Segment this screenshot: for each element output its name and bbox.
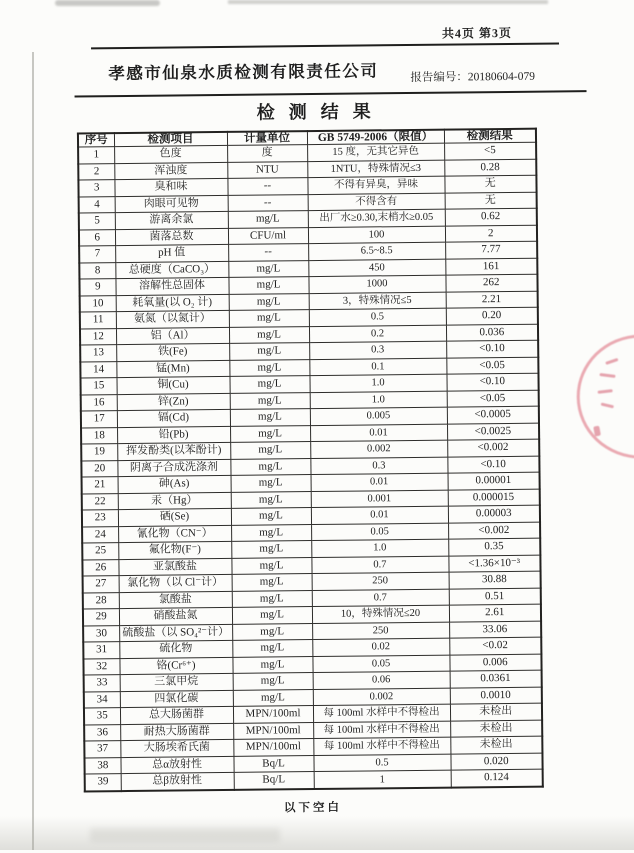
unit: mg/L (232, 640, 312, 657)
unit: mg/L (229, 343, 309, 360)
report-number-label: 报告编号： (410, 71, 468, 85)
row-index: 16 (81, 394, 117, 411)
row-index: 9 (79, 279, 115, 296)
item-name: 阴离子合成洗涤剂 (117, 459, 230, 477)
unit: mg/L (231, 524, 311, 541)
item-name: 亚氯酸盐 (118, 558, 231, 576)
row-index: 23 (82, 510, 118, 527)
limit-value: 1.0 (309, 374, 446, 392)
result-value: 0.00003 (448, 505, 540, 522)
result-value: <1.36×10⁻³ (448, 555, 540, 572)
item-name: 锰(Mn) (116, 360, 229, 378)
result-value: 0.036 (446, 324, 538, 341)
result-value: <5 (444, 142, 536, 159)
limit-value: 每 100ml 水样中不得检出 (313, 721, 450, 739)
limit-value: 1.0 (311, 539, 448, 557)
unit: 度 (227, 145, 307, 162)
row-index: 32 (83, 658, 119, 675)
item-name: 砷(As) (118, 475, 231, 493)
row-index: 37 (84, 741, 120, 758)
item-name: 总α放射性 (120, 756, 233, 774)
table-row (85, 769, 543, 791)
unit: mg/L (233, 689, 313, 706)
result-value: <0.10 (446, 340, 538, 357)
result-value: <0.002 (448, 522, 540, 539)
result-value: <0.02 (449, 637, 541, 654)
row-index: 26 (82, 559, 118, 576)
row-index: 36 (84, 724, 120, 741)
item-name: 汞（Hg） (118, 492, 231, 510)
limit-value: 0.01 (311, 506, 448, 524)
item-name: 挥发酚类(以苯酚计) (117, 442, 230, 460)
result-value: 0.20 (446, 307, 538, 324)
result-value: <0.05 (446, 357, 538, 374)
item-name: 氨氮（以氮计） (116, 310, 229, 328)
stamp-mark (599, 373, 615, 378)
item-name: 溶解性总固体 (115, 277, 228, 295)
item-name: 硫酸盐（以 SO₄²⁻计） (119, 624, 232, 642)
row-index: 14 (80, 361, 116, 378)
item-name: 铁(Fe) (116, 343, 229, 361)
limit-value: 0.2 (309, 325, 446, 343)
limit-value: 0.7 (312, 589, 449, 607)
limit-value: 每 100ml 水样中不得检出 (313, 704, 450, 722)
item-name: 臭和味 (114, 178, 227, 196)
result-value: 未检出 (450, 736, 542, 753)
limit-value: 1000 (308, 275, 445, 293)
row-index: 35 (84, 708, 120, 725)
unit: mg/L (228, 211, 308, 228)
limit-value: 0.5 (313, 754, 450, 772)
stamp-mark (605, 358, 618, 365)
unit: mg/L (230, 409, 310, 426)
result-value: 0.51 (449, 588, 541, 605)
unit: mg/L (232, 607, 312, 624)
result-value: 0.124 (451, 769, 543, 787)
col-header-result: 检测结果 (444, 129, 536, 144)
item-name: 氯化物（以 Cl⁻计） (119, 574, 232, 592)
unit: CFU/ml (228, 227, 308, 244)
row-index: 28 (83, 592, 119, 609)
item-name: 色度 (114, 145, 227, 163)
unit: MPN/100ml (233, 739, 313, 756)
col-header-limit: GB 5749-2006（限值） (307, 130, 444, 145)
limit-value: 0.1 (309, 358, 446, 376)
limit-value: 每 100ml 水样中不得检出 (313, 737, 450, 755)
limit-value: 0.005 (310, 407, 447, 425)
footer-note: 以下空白 (283, 801, 343, 815)
row-index: 21 (82, 477, 118, 494)
result-value: <0.0025 (447, 423, 539, 440)
item-name: 菌落总数 (115, 228, 228, 246)
limit-value: 0.01 (311, 473, 448, 491)
result-value: 30.88 (449, 571, 541, 588)
row-index: 17 (81, 411, 117, 428)
unit: mg/L (232, 656, 312, 673)
limit-value: 6.5~8.5 (308, 242, 445, 260)
row-index: 31 (83, 642, 119, 659)
limit-value: 0.05 (311, 523, 448, 541)
result-value: 2.21 (446, 291, 538, 308)
row-index: 6 (79, 229, 115, 246)
row-index: 27 (83, 576, 119, 593)
col-header-item: 检测项目 (114, 132, 227, 147)
row-index: 5 (79, 213, 115, 230)
item-name: 镉(Cd) (117, 409, 230, 427)
limit-value: 0.5 (309, 308, 446, 326)
result-value: 0.00001 (448, 472, 540, 489)
row-index: 38 (84, 757, 120, 774)
stamp-mark (598, 389, 613, 394)
limit-value: 不得含有 (308, 193, 445, 211)
row-index: 29 (83, 609, 119, 626)
row-index: 20 (81, 460, 117, 477)
limit-value: 3，特殊情况≤5 (309, 292, 446, 310)
item-name: 铝（Al） (116, 327, 229, 345)
unit: mg/L (230, 458, 310, 475)
limit-value: 0.01 (310, 424, 447, 442)
unit: -- (228, 244, 308, 261)
result-value: 0.006 (449, 654, 541, 671)
unit: mg/L (229, 359, 309, 376)
item-name: 硒(Se) (118, 508, 231, 526)
limit-value: 0.001 (311, 490, 448, 508)
result-value: 0.000015 (448, 489, 540, 506)
limit-value: 0.002 (310, 440, 447, 458)
unit: mg/L (228, 260, 308, 277)
limit-value: 0.3 (310, 457, 447, 475)
limit-value: 0.7 (311, 556, 448, 574)
limit-value: 15 度，无其它异色 (307, 143, 444, 161)
result-value: 262 (445, 274, 537, 291)
row-index: 33 (84, 675, 120, 692)
report-number-value: 20180604-079 (467, 70, 536, 84)
item-name: 耗氧量(以 O₂ 计) (116, 294, 229, 312)
item-name: pH 值 (115, 244, 228, 262)
unit: mg/L (232, 590, 312, 607)
unit: NTU (227, 161, 307, 178)
unit: mg/L (232, 574, 312, 591)
row-index: 34 (84, 691, 120, 708)
unit: MPN/100ml (233, 706, 313, 723)
unit: MPN/100ml (233, 722, 313, 739)
unit: -- (227, 178, 307, 195)
row-index: 19 (81, 444, 117, 461)
item-name: 硫化物 (119, 640, 232, 658)
item-name: 总β放射性 (121, 772, 234, 791)
document-title: 检测结果 (256, 101, 385, 123)
item-name: 总硬度（CaCO₃） (115, 261, 228, 279)
result-value: 33.06 (449, 621, 541, 638)
item-name: 铬(Cr⁶⁺) (119, 657, 232, 675)
col-header-unit: 计量单位 (227, 131, 307, 145)
item-name: 肉眼可见物 (115, 195, 228, 213)
row-index: 12 (80, 328, 116, 345)
unit: mg/L (228, 277, 308, 294)
row-index: 8 (79, 262, 115, 279)
unit: Bq/L (233, 755, 313, 772)
unit: mg/L (231, 541, 311, 558)
row-index: 13 (80, 345, 116, 362)
item-name: 氟化物(F⁻) (118, 541, 231, 559)
row-index: 11 (80, 312, 116, 329)
item-name: 总大肠菌群 (120, 706, 233, 724)
row-index: 2 (78, 163, 114, 180)
limit-value: 250 (312, 572, 449, 590)
item-name: 铜(Cu) (116, 376, 229, 394)
result-value: 未检出 (450, 703, 542, 720)
result-value: 2 (445, 225, 537, 242)
item-name: 氰化物（CN⁻） (118, 525, 231, 543)
result-value: <0.0005 (447, 406, 539, 423)
item-name: 浑浊度 (114, 162, 227, 180)
result-value: 161 (445, 258, 537, 275)
stamp-mark (601, 402, 614, 408)
result-value: 0.0010 (450, 687, 542, 704)
result-value: 0.020 (450, 753, 542, 770)
item-name: 游离余氯 (115, 211, 228, 229)
limit-value: 1 (314, 770, 451, 789)
result-value: <0.05 (447, 390, 539, 407)
row-index: 4 (79, 196, 115, 213)
unit: mg/L (229, 376, 309, 393)
unit: mg/L (229, 293, 309, 310)
row-index: 7 (79, 246, 115, 263)
item-name: 铅(Pb) (117, 426, 230, 444)
col-header-index: 序号 (78, 133, 114, 147)
result-value: 0.35 (448, 538, 540, 555)
limit-value: 不得有异臭，异味 (307, 176, 444, 194)
unit: mg/L (230, 425, 310, 442)
unit: mg/L (231, 508, 311, 525)
unit: mg/L (229, 310, 309, 327)
item-name: 四氯化碳 (120, 690, 233, 708)
limit-value: 0.05 (312, 655, 449, 673)
row-index: 1 (78, 147, 114, 164)
unit: mg/L (231, 557, 311, 574)
row-index: 15 (80, 378, 116, 395)
row-index: 18 (81, 427, 117, 444)
unit: mg/L (232, 623, 312, 640)
limit-value: 250 (312, 622, 449, 640)
result-value: 未检出 (450, 720, 542, 737)
item-name: 大肠埃希氏菌 (120, 739, 233, 757)
unit: Bq/L (234, 772, 314, 790)
result-value: <0.002 (447, 439, 539, 456)
unit: mg/L (233, 673, 313, 690)
item-name: 耐热大肠菌群 (120, 723, 233, 741)
limit-value: 出厂水≥0.30,末梢水≥0.05 (308, 209, 445, 227)
result-value: 无 (444, 175, 536, 192)
item-name: 三氯甲烷 (120, 673, 233, 691)
row-index: 30 (83, 625, 119, 642)
result-value: <0.10 (446, 373, 538, 390)
row-index: 22 (82, 493, 118, 510)
limit-value: 1NTU，特殊情况≤3 (307, 160, 444, 178)
limit-value: 0.06 (313, 671, 450, 689)
result-value: 无 (445, 192, 537, 209)
item-name: 硝酸盐氮 (119, 607, 232, 625)
unit: mg/L (229, 326, 309, 343)
unit: mg/L (230, 392, 310, 409)
unit: mg/L (231, 475, 311, 492)
row-index: 24 (82, 526, 118, 543)
limit-value: 10，特殊情况≤20 (312, 605, 449, 623)
row-index: 3 (78, 180, 114, 197)
limit-value: 0.3 (309, 341, 446, 359)
limit-value: 0.02 (312, 638, 449, 656)
limit-value: 100 (308, 226, 445, 244)
result-value: 0.62 (445, 208, 537, 225)
unit: mg/L (230, 442, 310, 459)
row-index: 39 (85, 774, 121, 792)
results-table-body (78, 142, 543, 791)
limit-value: 1.0 (310, 391, 447, 409)
result-value: 0.28 (444, 159, 536, 176)
results-table (77, 128, 544, 793)
result-value: 0.0361 (450, 670, 542, 687)
item-name: 氯酸盐 (119, 591, 232, 609)
result-value: 7.77 (445, 241, 537, 258)
row-index: 10 (80, 295, 116, 312)
limit-value: 450 (308, 259, 445, 277)
report-number (410, 68, 535, 85)
item-name: 锌(Zn) (117, 393, 230, 411)
header-rule-top (91, 42, 559, 49)
limit-value: 0.002 (313, 688, 450, 706)
stamp-mark (593, 426, 601, 437)
company-name: 孝感市仙泉水质检测有限责任公司 (108, 62, 379, 84)
page-number: 共4页 第3页 (441, 25, 512, 41)
red-seal-stamp (576, 334, 634, 459)
result-value: 2.61 (449, 604, 541, 621)
row-index: 25 (82, 543, 118, 560)
result-value: <0.10 (447, 456, 539, 473)
unit: -- (228, 194, 308, 211)
unit: mg/L (231, 491, 311, 508)
